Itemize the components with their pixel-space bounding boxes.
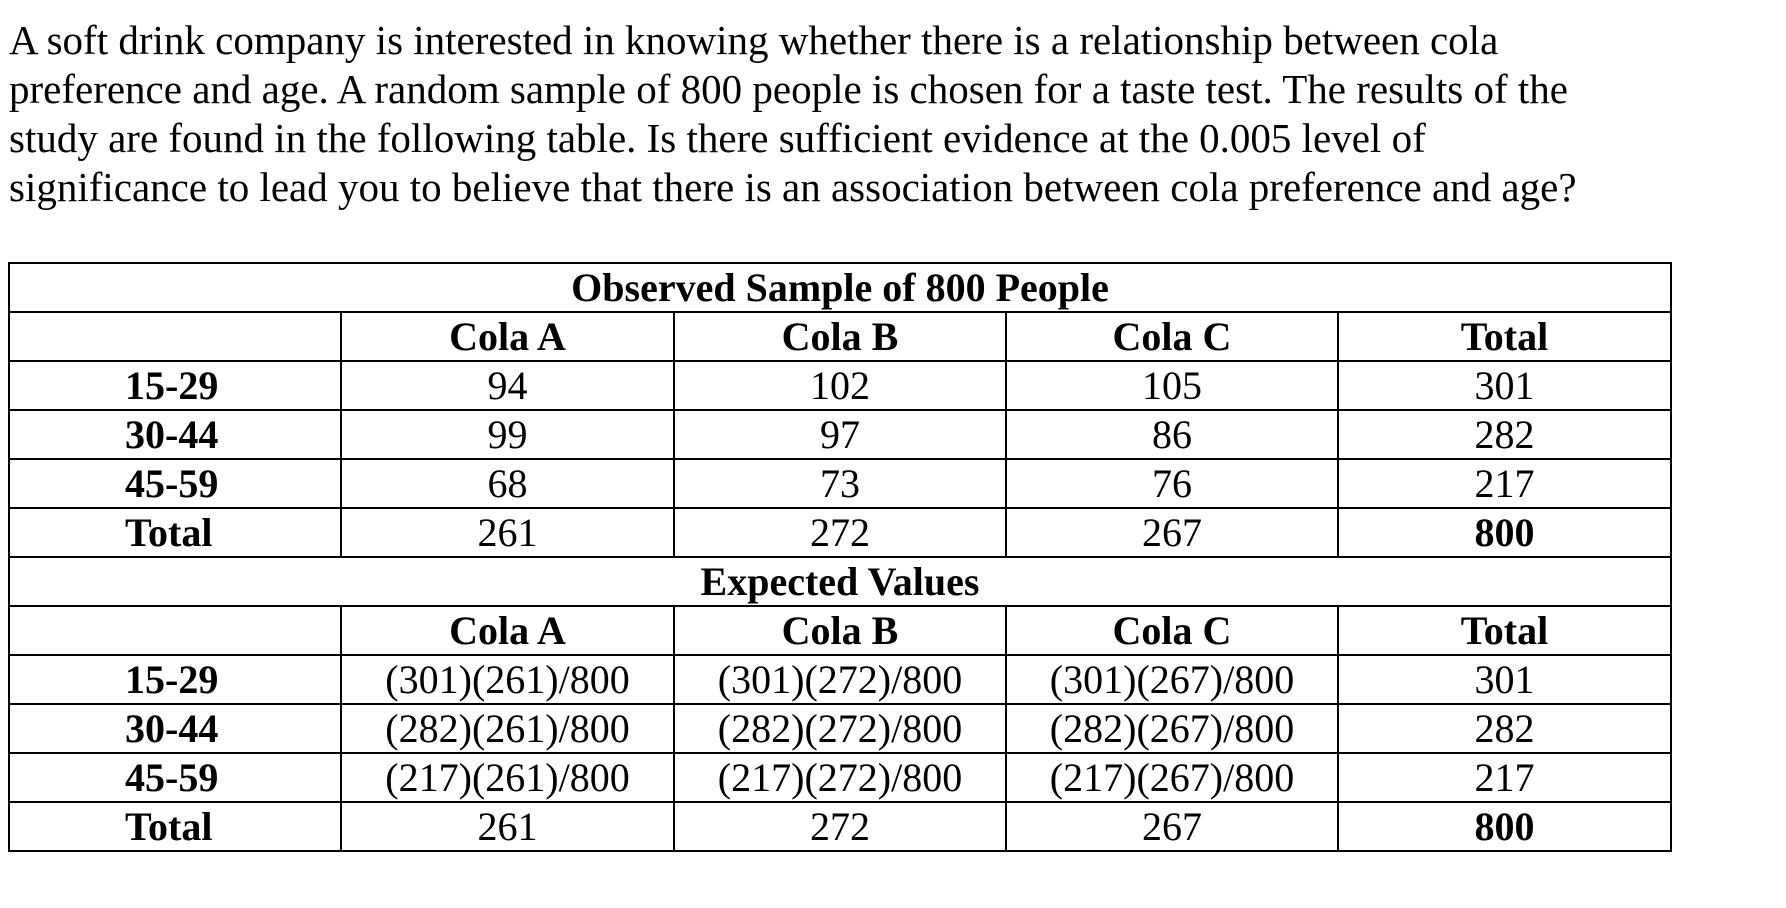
table-cell: (217)(272)/800 — [674, 753, 1006, 802]
row-header: 30-44 — [9, 410, 341, 459]
table-cell: 267 — [1006, 508, 1338, 557]
problem-line: study are found in the following table. Is there sufficient evidence at the 0.005 level of — [9, 115, 1426, 161]
table-cell: 261 — [341, 508, 674, 557]
row-header: 15-29 — [9, 361, 341, 410]
header-cell-empty — [9, 606, 341, 655]
column-header: Cola A — [341, 606, 674, 655]
table-cell: (301)(272)/800 — [674, 655, 1006, 704]
table-row-total — [9, 508, 1671, 557]
column-header: Total — [1338, 606, 1671, 655]
table-row — [9, 753, 1671, 802]
column-header: Cola C — [1006, 606, 1338, 655]
problem-statement — [9, 16, 1709, 212]
table-cell: (282)(272)/800 — [674, 704, 1006, 753]
problem-line: A soft drink company is interested in knowing whether there is a relationship between cola — [9, 17, 1499, 63]
table-cell: 73 — [674, 459, 1006, 508]
table-cell: 282 — [1338, 704, 1671, 753]
column-header: Total — [1338, 312, 1671, 361]
table-row — [9, 361, 1671, 410]
row-header: 30-44 — [9, 704, 341, 753]
table-cell: 272 — [674, 508, 1006, 557]
grand-total-cell: 800 — [1338, 508, 1671, 557]
table-cell: (217)(267)/800 — [1006, 753, 1338, 802]
row-header: 45-59 — [9, 753, 341, 802]
column-header: Cola A — [341, 312, 674, 361]
problem-line: significance to lead you to believe that there is an association between cola preference and age? — [9, 164, 1577, 210]
table-cell: 97 — [674, 410, 1006, 459]
column-header: Cola C — [1006, 312, 1338, 361]
table-cell: 94 — [341, 361, 674, 410]
table-cell: 261 — [341, 802, 674, 851]
row-header: 45-59 — [9, 459, 341, 508]
row-header: 15-29 — [9, 655, 341, 704]
table-cell: (282)(261)/800 — [341, 704, 674, 753]
table-cell: 272 — [674, 802, 1006, 851]
expected-header-row — [9, 606, 1671, 655]
table-cell: 76 — [1006, 459, 1338, 508]
table-cell: 68 — [341, 459, 674, 508]
observed-table — [8, 262, 1672, 558]
table-cell: 217 — [1338, 459, 1671, 508]
column-header: Cola B — [674, 606, 1006, 655]
table-cell: 86 — [1006, 410, 1338, 459]
table-cell: (301)(261)/800 — [341, 655, 674, 704]
observed-title-row — [9, 263, 1671, 312]
expected-title-row — [9, 557, 1671, 606]
observed-header-row — [9, 312, 1671, 361]
row-header: Total — [9, 802, 341, 851]
table-cell: 217 — [1338, 753, 1671, 802]
table-cell: (217)(261)/800 — [341, 753, 674, 802]
contingency-tables — [8, 262, 1670, 852]
table-cell: 99 — [341, 410, 674, 459]
table-cell: 105 — [1006, 361, 1338, 410]
table-row — [9, 704, 1671, 753]
grand-total-cell: 800 — [1338, 802, 1671, 851]
table-cell: 301 — [1338, 361, 1671, 410]
observed-table-title: Observed Sample of 800 People — [9, 263, 1671, 312]
header-cell-empty — [9, 312, 341, 361]
table-row — [9, 410, 1671, 459]
column-header: Cola B — [674, 312, 1006, 361]
table-cell: 102 — [674, 361, 1006, 410]
table-row-total — [9, 802, 1671, 851]
table-cell: (282)(267)/800 — [1006, 704, 1338, 753]
table-cell: 267 — [1006, 802, 1338, 851]
table-row — [9, 459, 1671, 508]
table-cell: 282 — [1338, 410, 1671, 459]
table-cell: 301 — [1338, 655, 1671, 704]
expected-table — [8, 556, 1672, 852]
row-header: Total — [9, 508, 341, 557]
table-cell: (301)(267)/800 — [1006, 655, 1338, 704]
problem-line: preference and age. A random sample of 800 people is chosen for a taste test. The results of the — [9, 66, 1569, 112]
expected-table-title: Expected Values — [9, 557, 1671, 606]
table-row — [9, 655, 1671, 704]
